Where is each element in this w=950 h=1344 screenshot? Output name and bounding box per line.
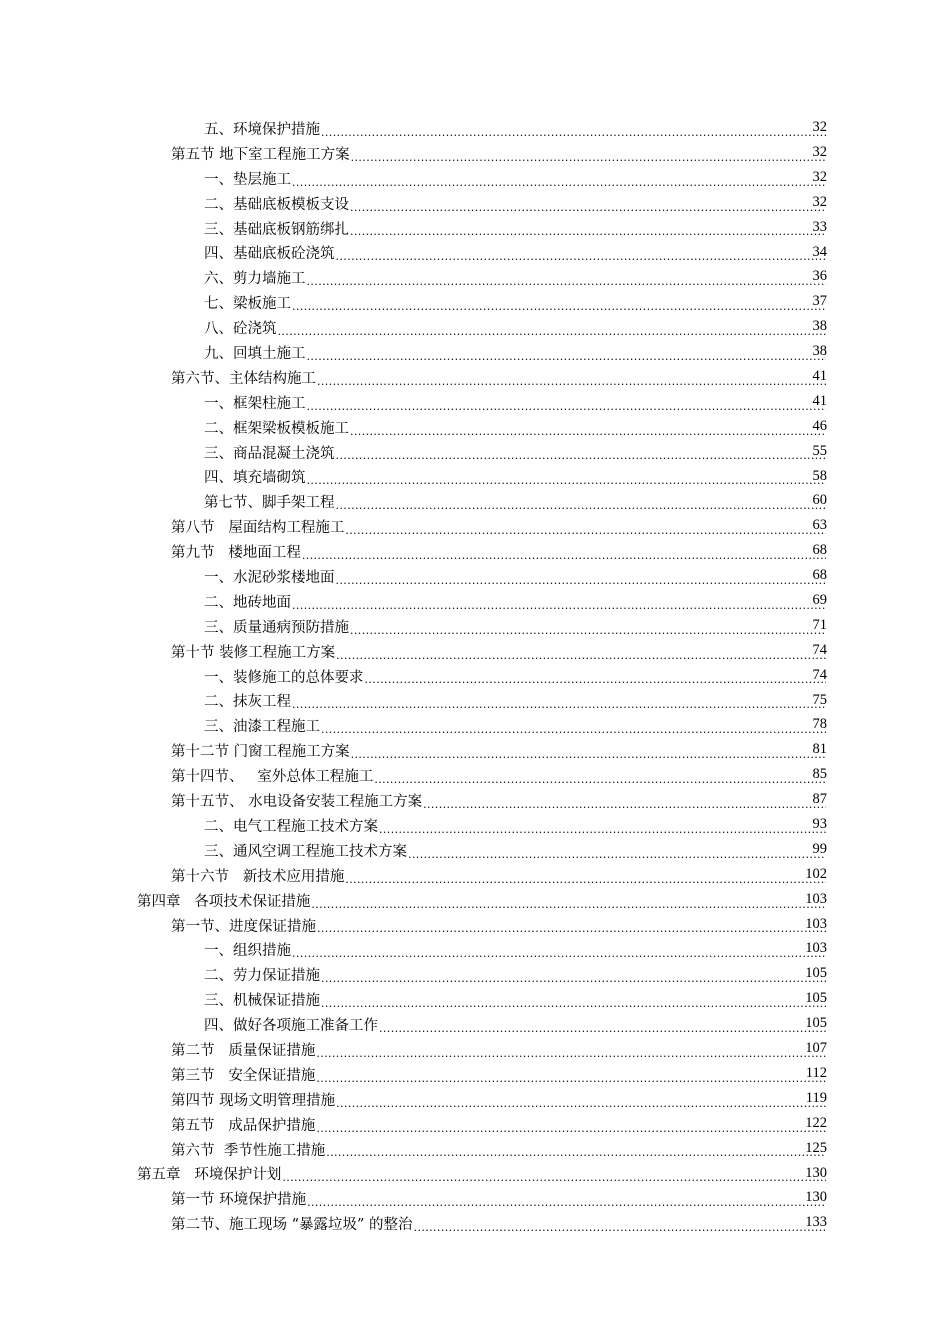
toc-entry[interactable] [0, 616, 950, 641]
toc-dot-leader [307, 1193, 826, 1213]
toc-dot-leader [321, 994, 826, 1014]
toc-entry-page-number: 41 [812, 368, 827, 384]
toc-dot-leader [292, 944, 826, 964]
toc-entry-title: 第九节 楼地面工程 [171, 545, 301, 562]
toc-dot-leader [336, 496, 827, 516]
toc-entry[interactable] [0, 591, 950, 616]
toc-entry-page-number: 103 [805, 915, 827, 932]
toc-dot-leader [316, 1044, 826, 1064]
toc-dot-leader [345, 870, 826, 890]
toc-entry-page-number: 37 [812, 293, 827, 310]
toc-entry-page-number: 105 [805, 1015, 827, 1032]
toc-dot-leader [292, 173, 826, 193]
toc-entry-page-number: 32 [812, 193, 827, 210]
toc-entry-title: 第四节 现场文明管理措施 [171, 1092, 336, 1109]
toc-dot-leader [282, 1168, 826, 1188]
toc-dot-leader [336, 247, 827, 267]
toc-entry-page-number: 38 [812, 318, 827, 335]
toc-dot-leader [345, 521, 826, 541]
toc-entry-title: 四、做好各项施工准备工作 [204, 1018, 378, 1035]
toc-entry-title: 第十六节 新技术应用措施 [171, 868, 345, 885]
toc-entry-title: 二、地砖地面 [204, 594, 291, 611]
toc-dot-leader [379, 820, 826, 840]
toc-entry-page-number: 46 [812, 417, 827, 434]
toc-entry-title: 二、电气工程施工技术方案 [204, 818, 378, 835]
toc-entry-title: 第一节 环境保护措施 [171, 1192, 307, 1209]
toc-entry-title: 第三节 安全保证措施 [171, 1067, 316, 1084]
toc-entry-page-number: 60 [812, 492, 827, 509]
toc-entry-title: 三、油漆工程施工 [204, 719, 320, 736]
toc-entry-page-number: 63 [812, 517, 827, 534]
toc-entry-page-number: 103 [805, 940, 827, 957]
toc-dot-leader [351, 745, 826, 765]
toc-entry-page-number: 74 [812, 666, 827, 683]
toc-entry[interactable] [0, 765, 950, 790]
toc-entry-title: 四、填充墙砌筑 [204, 470, 306, 487]
toc-entry-title: 二、抹灰工程 [204, 694, 291, 711]
toc-entry-title: 第十五节、 水电设备安装工程施工方案 [171, 794, 423, 811]
toc-entry-title: 一、垫层施工 [204, 171, 291, 188]
toc-entry-page-number: 105 [805, 965, 827, 982]
toc-entry[interactable] [0, 790, 950, 815]
toc-entry-page-number: 71 [812, 616, 827, 633]
toc-entry[interactable] [0, 715, 950, 740]
toc-dot-leader [350, 222, 826, 242]
toc-entry-page-number: 32 [812, 143, 827, 160]
toc-entry-title: 一、装修施工的总体要求 [204, 669, 364, 686]
toc-entry-page-number: 78 [812, 716, 827, 733]
toc-dot-leader [379, 1019, 826, 1039]
toc-entry[interactable] [0, 516, 950, 541]
toc-entry[interactable] [0, 740, 950, 765]
toc-dot-leader [408, 845, 826, 865]
toc-dot-leader [336, 571, 827, 591]
toc-entry[interactable] [0, 491, 950, 516]
toc-entry-title: 四、基础底板砼浇筑 [204, 246, 335, 263]
toc-entry-title: 三、机械保证措施 [204, 993, 320, 1010]
toc-entry[interactable] [0, 242, 950, 267]
toc-dot-leader [336, 1094, 826, 1114]
toc-entry-page-number: 81 [812, 741, 827, 758]
toc-entry-title: 第四章 各项技术保证措施 [137, 893, 311, 910]
toc-entry-page-number: 93 [812, 816, 827, 833]
toc-entry-title: 五、环境保护措施 [204, 122, 320, 138]
toc-entry-title: 六、剪力墙施工 [204, 271, 306, 288]
toc-entry[interactable] [0, 317, 950, 342]
toc-entry-page-number: 125 [805, 1139, 827, 1156]
toc-entry-title: 三、质量通病预防措施 [204, 619, 349, 636]
toc-entry-page-number: 58 [812, 467, 827, 484]
toc-entry[interactable] [0, 1213, 950, 1238]
toc-dot-leader [307, 471, 827, 491]
toc-dot-leader [321, 123, 826, 143]
toc-entry[interactable] [0, 367, 950, 392]
toc-entry-title: 三、基础底板钢筋绑扎 [204, 221, 349, 238]
toc-entry-page-number: 122 [805, 1114, 827, 1131]
toc-entry-page-number: 130 [805, 1189, 827, 1206]
toc-entry-page-number: 130 [805, 1164, 827, 1181]
toc-dot-leader [307, 347, 827, 367]
toc-entry-page-number: 75 [812, 691, 827, 708]
toc-dot-leader [374, 770, 826, 790]
toc-entry-title: 九、回填土施工 [204, 346, 306, 363]
toc-dot-leader [307, 272, 827, 292]
toc-dot-leader [302, 546, 826, 566]
toc-entry-title: 二、框架梁板模板施工 [204, 420, 349, 437]
toc-entry-page-number: 32 [812, 119, 827, 136]
toc-entry-title: 二、基础底板模板支设 [204, 196, 349, 213]
toc-entry[interactable] [0, 168, 950, 193]
toc-entry[interactable] [0, 292, 950, 317]
toc-entry-page-number: 87 [812, 791, 827, 808]
toc-entry-page-number: 32 [812, 168, 827, 185]
toc-dot-leader [278, 322, 827, 342]
toc-entry-title: 第一节、进度保证措施 [171, 918, 316, 935]
toc-entry-title: 第六节 季节性施工措施 [171, 1142, 326, 1159]
toc-dot-leader [316, 1069, 826, 1089]
toc-entry-title: 第七节、脚手架工程 [204, 495, 335, 512]
toc-entry-page-number: 133 [805, 1214, 827, 1231]
toc-entry-page-number: 68 [812, 542, 827, 559]
toc-entry[interactable] [0, 641, 950, 666]
toc-entry-title: 二、劳力保证措施 [204, 968, 320, 985]
toc-entry[interactable] [0, 267, 950, 292]
toc-entry-title: 第五节 成品保护措施 [171, 1117, 316, 1134]
toc-entry-page-number: 33 [812, 218, 827, 235]
toc-entry-title: 第二节 质量保证措施 [171, 1042, 316, 1059]
toc-entry-title: 第五节 地下室工程施工方案 [171, 146, 350, 163]
toc-entry[interactable] [0, 566, 950, 591]
toc-entry[interactable] [0, 541, 950, 566]
toc-entry-page-number: 74 [812, 641, 827, 658]
toc-dot-leader [292, 695, 826, 715]
toc-dot-leader [351, 148, 826, 168]
toc-dot-leader [414, 1218, 826, 1238]
toc-entry[interactable] [0, 666, 950, 691]
toc-entry[interactable] [0, 442, 950, 467]
toc-entry[interactable] [0, 417, 950, 442]
toc-entry[interactable] [0, 193, 950, 218]
toc-dot-leader [307, 397, 827, 417]
toc-entry[interactable] [0, 815, 950, 840]
toc-entry-title: 三、商品混凝土浇筑 [204, 445, 335, 462]
toc-dot-leader [350, 621, 826, 641]
toc-entry-page-number: 69 [812, 592, 827, 609]
toc-dot-leader [336, 446, 827, 466]
toc-entry[interactable] [0, 342, 950, 367]
toc-entry-title: 一、框架柱施工 [204, 395, 306, 412]
toc-entry-title: 第二节、施工现场 “暴露垃圾” 的整治 [171, 1217, 413, 1234]
toc-entry-page-number: 102 [805, 865, 827, 882]
toc-entry-title: 一、水泥砂浆楼地面 [204, 570, 335, 587]
toc-entry-page-number: 55 [812, 442, 827, 459]
toc-entry-page-number: 107 [805, 1040, 827, 1057]
toc-entry-title: 第十四节、 室外总体工程施工 [171, 769, 374, 786]
toc-dot-leader [317, 372, 826, 392]
toc-entry-page-number: 34 [812, 243, 827, 260]
toc-entry[interactable] [0, 466, 950, 491]
toc-dot-leader [316, 1119, 826, 1139]
toc-entry-page-number: 68 [812, 567, 827, 584]
toc-entry[interactable] [0, 218, 950, 243]
toc-entry-page-number: 112 [805, 1064, 827, 1081]
toc-dot-leader [292, 596, 826, 616]
toc-entry-page-number: 99 [812, 840, 827, 857]
toc-entry-title: 八、砼浇筑 [204, 321, 277, 338]
toc-dot-leader [292, 297, 826, 317]
toc-entry-page-number: 105 [805, 990, 827, 1007]
toc-dot-leader [326, 1143, 826, 1163]
toc-entry-page-number: 41 [812, 392, 827, 409]
toc-entry-title: 三、通风空调工程施工技术方案 [204, 843, 407, 860]
toc-entry[interactable] [0, 143, 950, 168]
toc-entry-title: 第十二节 门窗工程施工方案 [171, 744, 350, 761]
toc-dot-leader [365, 670, 827, 690]
toc-entry-page-number: 38 [812, 343, 827, 360]
toc-entry[interactable] [0, 118, 950, 143]
toc-entry-title: 第八节 屋面结构工程施工 [171, 520, 345, 537]
toc-entry[interactable] [0, 690, 950, 715]
toc-entry-title: 一、组织措施 [204, 943, 291, 960]
toc-entry-page-number: 103 [805, 890, 827, 907]
toc-entry-page-number: 36 [812, 268, 827, 285]
toc-dot-leader [321, 720, 826, 740]
toc-entry-page-number: 119 [805, 1089, 827, 1106]
toc-entry-title: 第五章 环境保护计划 [137, 1167, 282, 1184]
toc-dot-leader [311, 895, 826, 915]
toc-dot-leader [423, 795, 826, 815]
toc-dot-leader [321, 969, 826, 989]
toc-entry[interactable] [0, 392, 950, 417]
toc-entry-page-number: 85 [812, 766, 827, 783]
toc-dot-leader [336, 646, 826, 666]
toc-entry-title: 七、梁板施工 [204, 296, 291, 313]
toc-dot-leader [350, 422, 826, 442]
table-of-contents [0, 118, 950, 1238]
toc-dot-leader [350, 198, 826, 218]
toc-entry-title: 第十节 装修工程施工方案 [171, 644, 336, 661]
toc-entry-title: 第六节、主体结构施工 [171, 370, 316, 387]
toc-dot-leader [317, 919, 826, 939]
